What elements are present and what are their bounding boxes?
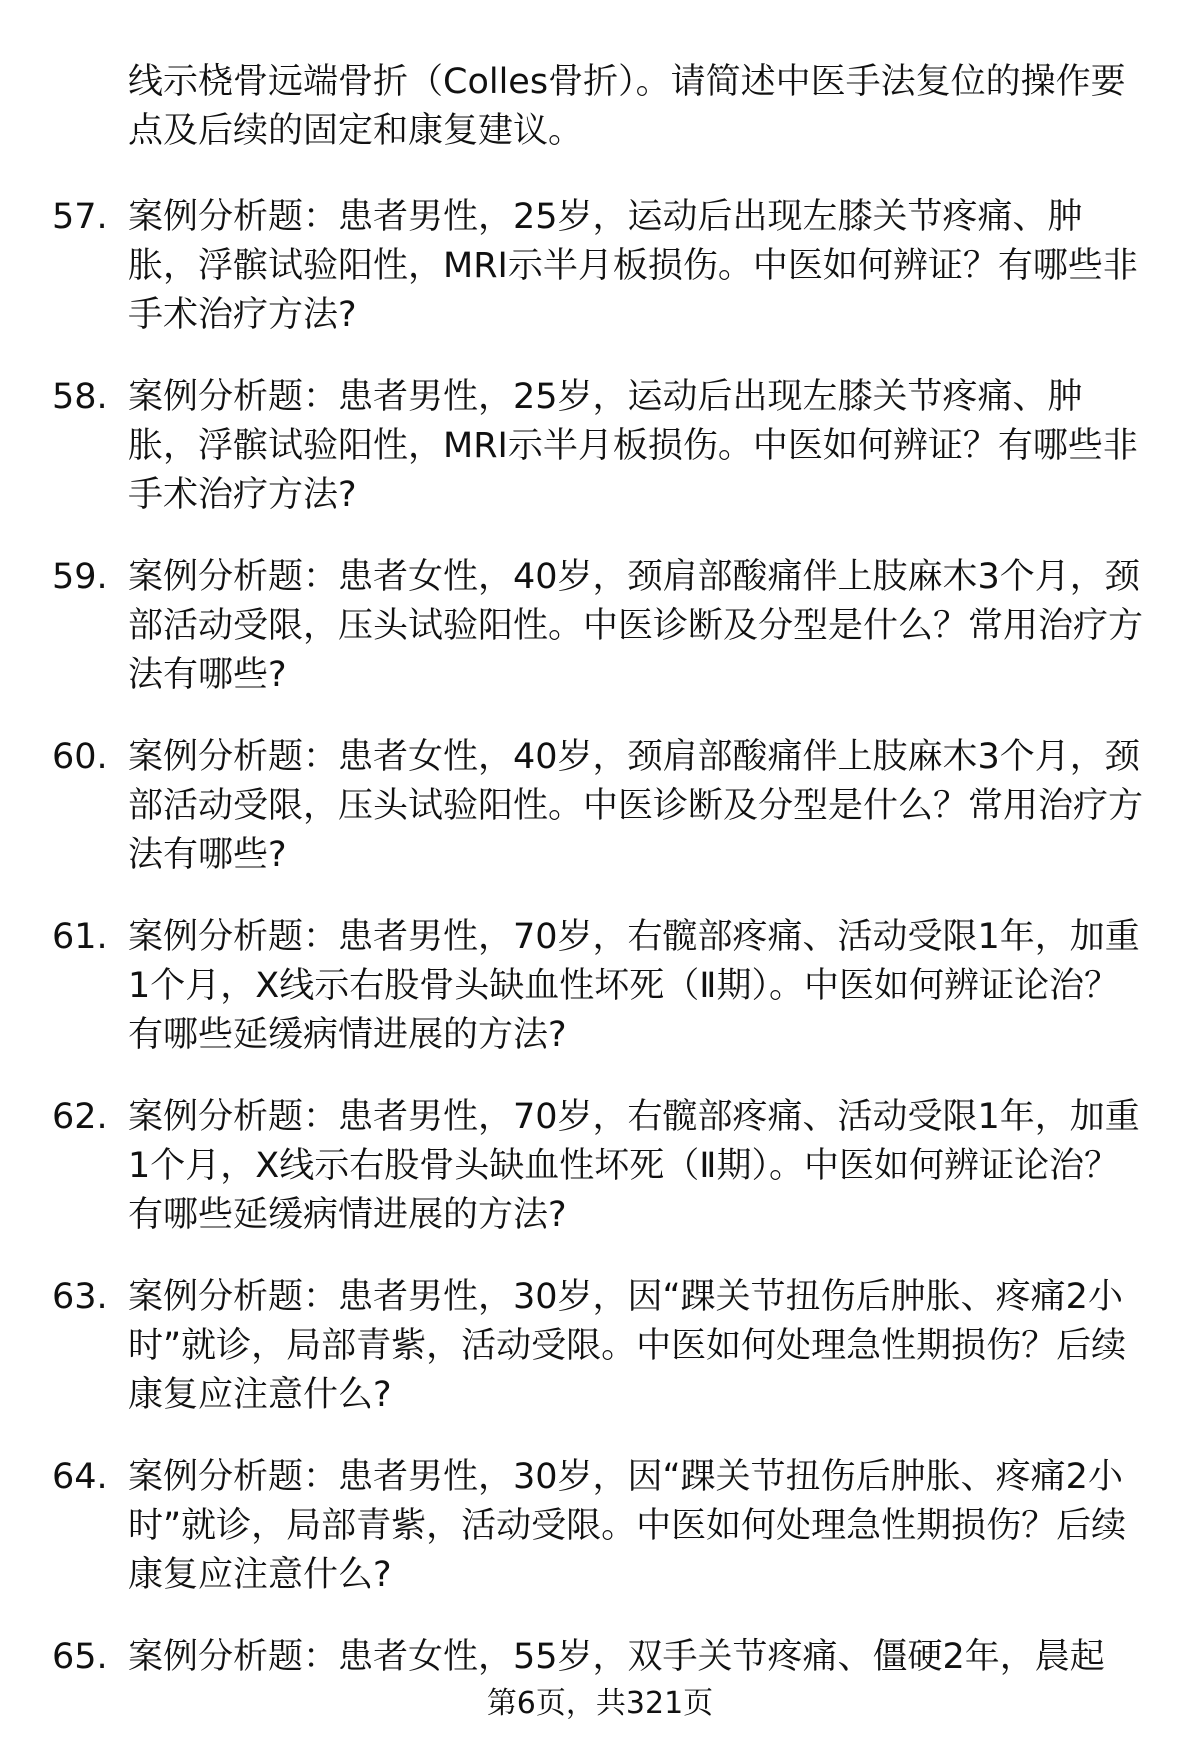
question-text: 案例分析题：患者男性，70岁，右髋部疼痛、活动受限1年，加重1个月，X线示右股骨头缺血性坏死（Ⅱ期）。中医如何辨证论治？有哪些延缓病情进展的方法? — [128, 1097, 1140, 1235]
question-60 — [52, 733, 1152, 880]
question-text: 案例分析题：患者女性，55岁，双手关节疼痛、僵硬2年，晨起 — [128, 1637, 1105, 1677]
question-text: 案例分析题：患者男性，70岁，右髋部疼痛、活动受限1年，加重1个月，X线示右股骨头缺血性坏死（Ⅱ期）。中医如何辨证论治？有哪些延缓病情进展的方法? — [128, 917, 1140, 1055]
intro-paragraph: 线示桡骨远端骨折（Colles骨折）。请简述中医手法复位的操作要点及后续的固定和康复建议。 — [128, 62, 1126, 151]
question-number: 62. — [52, 1097, 108, 1137]
question-58 — [52, 373, 1152, 520]
question-number: 58. — [52, 377, 108, 417]
page-footer: 第6页，共321页 — [486, 1686, 714, 1721]
question-text: 案例分析题：患者男性，25岁，运动后出现左膝关节疼痛、肿胀，浮髌试验阳性，MRI示半月板损伤。中医如何辨证？有哪些非手术治疗方法? — [128, 377, 1138, 515]
question-64 — [52, 1453, 1152, 1600]
question-text: 案例分析题：患者男性，25岁，运动后出现左膝关节疼痛、肿胀，浮髌试验阳性，MRI示半月板损伤。中医如何辨证？有哪些非手术治疗方法? — [128, 197, 1138, 335]
question-number: 61. — [52, 917, 108, 957]
question-text: 案例分析题：患者男性，30岁，因“踝关节扭伤后肿胀、疼痛2小时”就诊，局部青紫，活动受限。中医如何处理急性期损伤？后续康复应注意什么? — [128, 1457, 1127, 1595]
question-number: 59. — [52, 557, 108, 597]
question-63 — [52, 1273, 1152, 1420]
question-text: 案例分析题：患者女性，40岁，颈肩部酸痛伴上肢麻木3个月，颈部活动受限，压头试验阳性。中医诊断及分型是什么？常用治疗方法有哪些? — [128, 737, 1144, 875]
question-57 — [52, 193, 1152, 340]
question-text: 案例分析题：患者女性，40岁，颈肩部酸痛伴上肢麻木3个月，颈部活动受限，压头试验阳性。中医诊断及分型是什么？常用治疗方法有哪些? — [128, 557, 1144, 695]
question-59 — [52, 553, 1152, 700]
question-number: 60. — [52, 737, 108, 777]
question-number: 64. — [52, 1457, 108, 1497]
question-65 — [52, 1633, 1152, 1682]
question-number: 57. — [52, 197, 108, 237]
question-number: 65. — [52, 1637, 108, 1677]
question-62 — [52, 1093, 1152, 1240]
question-text: 案例分析题：患者男性，30岁，因“踝关节扭伤后肿胀、疼痛2小时”就诊，局部青紫，活动受限。中医如何处理急性期损伤？后续康复应注意什么? — [128, 1277, 1127, 1415]
question-61 — [52, 913, 1152, 1060]
question-number: 63. — [52, 1277, 108, 1317]
